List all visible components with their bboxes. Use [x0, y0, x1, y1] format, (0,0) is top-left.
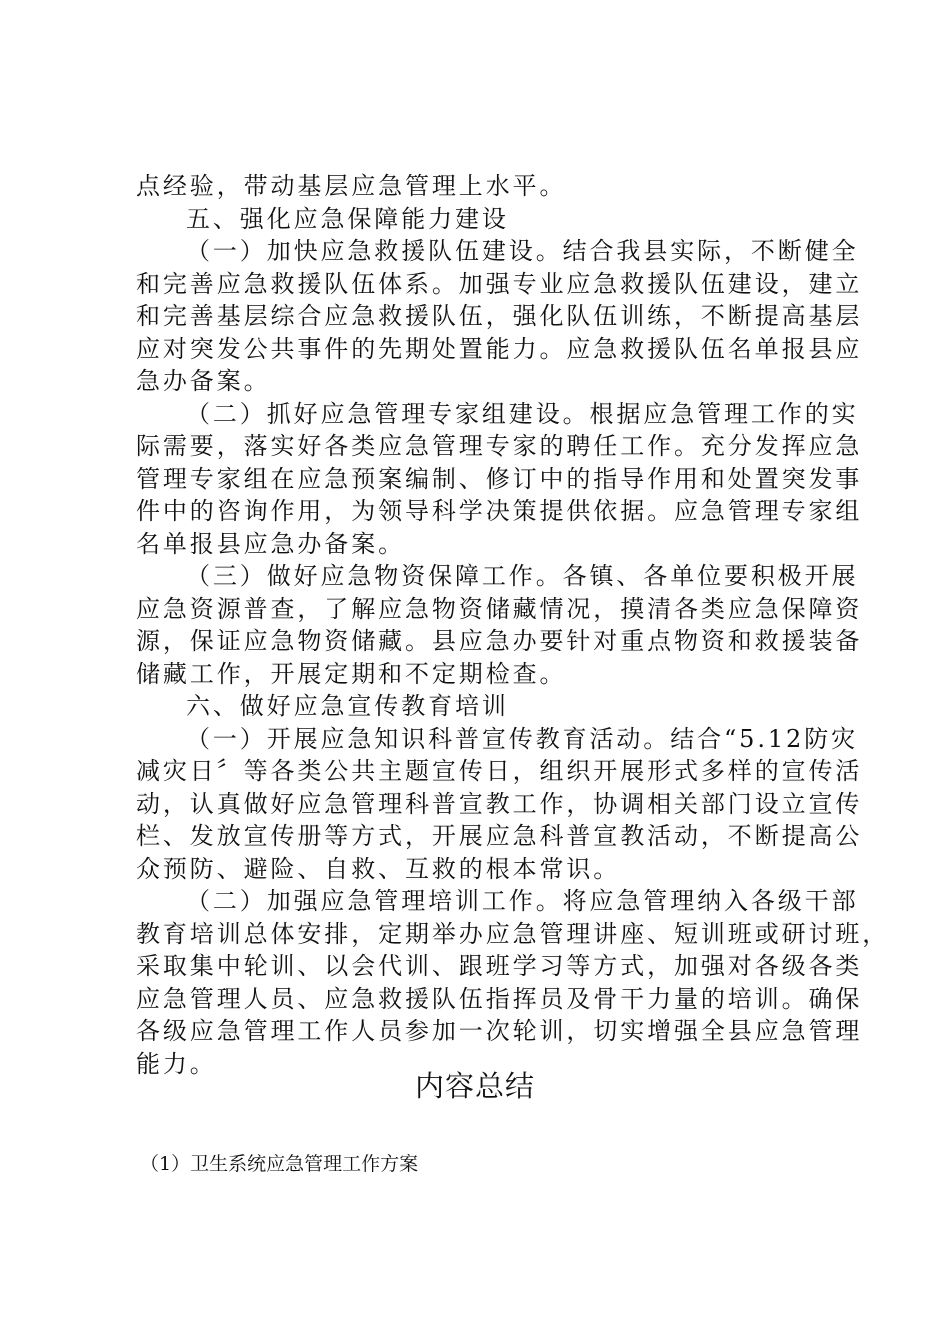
text-line: 各级应急管理工作人员参加一次轮训，切实增强全县应急管理 [136, 1017, 863, 1045]
text-line: 动，认真做好应急管理科普宣教工作，协调相关部门设立宣传 [136, 789, 863, 818]
text-line: 管理专家组在应急预案编制、修订中的指导作用和处置突发事 [136, 464, 863, 493]
text-line: （三）做好应急物资保障工作。各镇、各单位要积极开展 [186, 562, 859, 590]
text-line: 和完善应急救援队伍体系。加强专业应急救援队伍建设，建立 [136, 269, 863, 298]
text-line: 件中的咨询作用，为领导科学决策提供依据。应急管理专家组 [136, 497, 863, 525]
text-line: 五、强化应急保障能力建设 [186, 204, 509, 233]
document-body [136, 170, 890, 1080]
text-line: 能力。 [136, 1049, 217, 1078]
text-line: （一）加快应急救援队伍建设。结合我县实际，不断健全 [186, 237, 859, 265]
text-line: 点经验，带动基层应急管理上水平。 [136, 172, 567, 200]
text-line: 应急管理人员、应急救援队伍指挥员及骨干力量的培训。确保 [136, 984, 863, 1013]
text-line: 采取集中轮训、以会代训、跟班学习等方式，加强对各级各类 [136, 952, 863, 980]
text-line: 和完善基层综合应急救援队伍，强化队伍训练，不断提高基层 [136, 302, 863, 330]
summary-title: 内容总结 [414, 1069, 535, 1103]
text-line: （二）加强应急管理培训工作。将应急管理纳入各级干部 [186, 887, 859, 915]
text-line: 应对突发公共事件的先期处置能力。应急救援队伍名单报县应 [136, 334, 863, 363]
text-line: 际需要，落实好各类应急管理专家的聘任工作。充分发挥应急 [136, 432, 863, 460]
text-line: 减灾日〞等各类公共主题宣传日，组织开展形式多样的宣传活 [136, 757, 863, 785]
text-line: 教育培训总体安排，定期举办应急管理讲座、短训班或研讨班， [136, 919, 890, 948]
text-line: 源，保证应急物资储藏。县应急办要针对重点物资和救援装备 [136, 627, 863, 655]
text-line: 众预防、避险、自救、互救的根本常识。 [136, 854, 621, 883]
text-line: 急办备案。 [136, 367, 271, 395]
text-line: 储藏工作，开展定期和不定期检查。 [136, 659, 567, 688]
summary-item: （1）卫生系统应急管理工作方案 [140, 1153, 419, 1175]
text-line: 六、做好应急宣传教育培训 [186, 692, 509, 720]
text-line: （二）抓好应急管理专家组建设。根据应急管理工作的实 [186, 399, 859, 428]
text-line: （一）开展应急知识科普宣传教育活动。结合“5.12防灾 [186, 724, 859, 753]
text-line: 名单报县应急办备案。 [136, 529, 405, 558]
text-line: 应急资源普查，了解应急物资储藏情况，摸清各类应急保障资 [136, 594, 863, 623]
text-line: 栏、发放宣传册等方式，开展应急科普宣教活动，不断提高公 [136, 822, 863, 850]
